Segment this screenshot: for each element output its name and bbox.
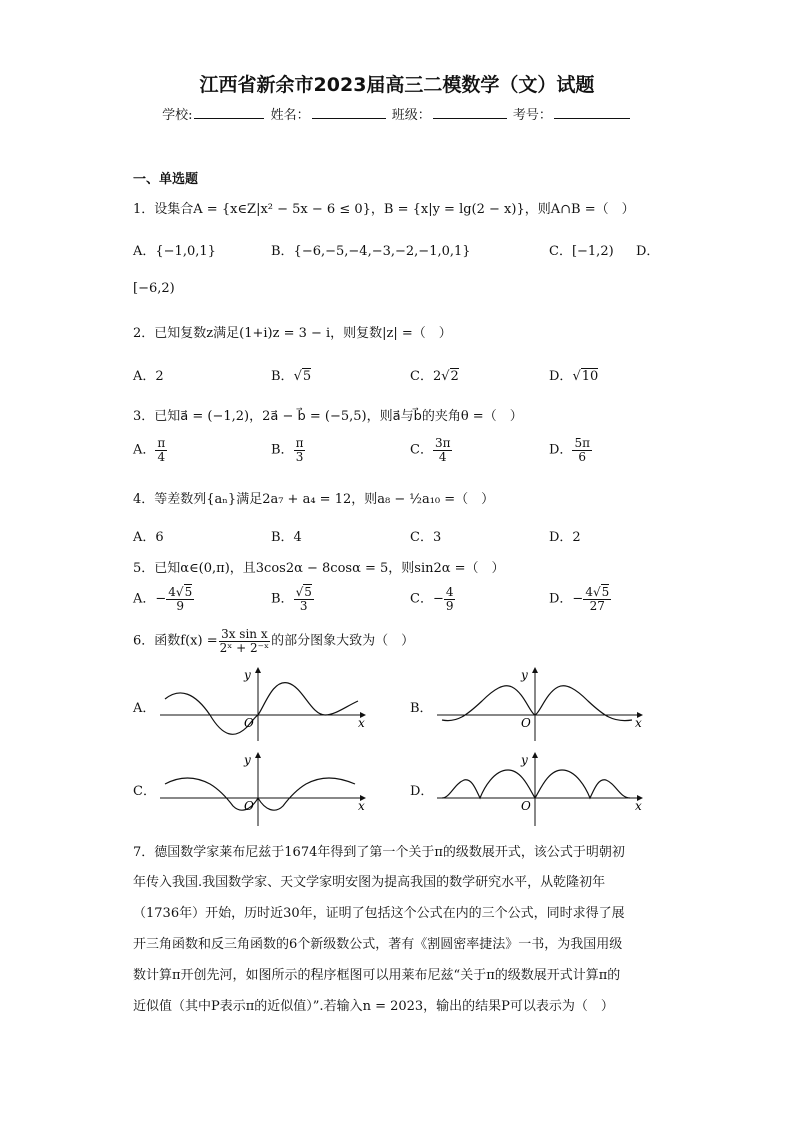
origin-label: O xyxy=(244,799,254,813)
question-7-line-4: 开三角函数和反三角函数的6个新级数公式，著有《割圆密率捷法》一书，为我国用级 xyxy=(133,937,623,952)
q5-option-a: A．− $\frac{4√5}{9}$ xyxy=(133,585,193,613)
number-blank xyxy=(554,118,630,119)
x-label: x xyxy=(358,716,365,730)
q2-option-c: C．2√2 xyxy=(410,369,459,384)
origin-label: O xyxy=(521,716,531,730)
y-axis-arrow xyxy=(255,752,261,758)
q1-option-a: A．{−1,0,1} xyxy=(133,244,216,259)
curve xyxy=(442,770,630,798)
y-label: y xyxy=(244,753,251,767)
y-label: y xyxy=(244,668,251,682)
q6-option-b-label: B． xyxy=(410,701,433,716)
q3-option-d: D． $\frac{5\pi}{6}$ xyxy=(549,436,590,464)
q1-option-d-label: D． xyxy=(636,244,660,259)
q6-graph-a xyxy=(155,665,370,743)
school-blank xyxy=(194,118,264,119)
q1-option-b: B．{−6,−5,−4,−3,−2,−1,0,1} xyxy=(271,244,471,259)
q2-option-b: B．√5 xyxy=(271,369,312,384)
school-label: 学校: xyxy=(162,108,193,123)
q6-graph-b xyxy=(432,665,647,743)
question-7-line-6: 近似值（其中P表示π的近似值）”.若输入n = 2023，输出的结果P可以表示为（ ） xyxy=(133,999,614,1014)
q3-option-b: B． $\frac{\pi}{3}$ xyxy=(271,436,304,464)
question-7-line-5: 数计算π开创先河，如图所示的程序框图可以用莱布尼兹“关于π的级数展开式计算π的 xyxy=(133,968,621,983)
y-axis-arrow xyxy=(532,752,538,758)
question-5-stem: 5．已知α∈(0,π)，且3cos2α − 8cosα = 5，则sin2α =（ ） xyxy=(133,561,505,576)
q4-option-b: B．4 xyxy=(271,530,302,545)
q6-option-c-label: C． xyxy=(133,784,156,799)
origin-label: O xyxy=(521,799,531,813)
x-label: x xyxy=(358,799,365,813)
q5-option-b: B． $\frac{√5}{3}$ xyxy=(271,585,312,613)
question-7-line-3: （1736年）开始，历时近30年，证明了包括这个公式在内的三个公式，同时求得了展 xyxy=(133,906,625,921)
q6-graph-c xyxy=(155,750,370,828)
student-info-line xyxy=(0,104,794,123)
q3-option-c: C． $\frac{3\pi}{4}$ xyxy=(410,436,451,464)
q6-option-d-label: D． xyxy=(410,784,434,799)
question-3-stem: 3．已知a⃗ = (−1,2)，2a⃗ − b⃗ = (−5,5)，则a⃗与b⃗的夹角θ =（ ） xyxy=(133,409,523,424)
y-label: y xyxy=(521,668,528,682)
class-blank xyxy=(433,118,507,119)
question-1-stem: 1．设集合A = {x∈Z|x² − 5x − 6 ≤ 0}，B = {x|y = lg(2 − x)}，则A∩B =（ ） xyxy=(133,202,635,217)
question-2-stem: 2．已知复数z满足(1+i)z = 3 − i，则复数|z| =（ ） xyxy=(133,326,452,341)
class-label: 班级： xyxy=(391,108,431,123)
q5-option-c: C．− $\frac{4}{9}$ xyxy=(410,585,454,613)
y-axis-arrow xyxy=(532,667,538,673)
q4-option-c: C．3 xyxy=(410,530,442,545)
curve xyxy=(165,778,355,810)
q2-option-d: D．√10 xyxy=(549,369,599,384)
question-7-line-1: 7．德国数学家莱布尼兹于1674年得到了第一个关于π的级数展开式，该公式于明朝初 xyxy=(133,845,625,860)
name-blank xyxy=(312,118,386,119)
q5-option-d: D．− $\frac{4√5}{27}$ xyxy=(549,585,610,613)
name-label: 姓名： xyxy=(270,108,310,123)
y-axis-arrow xyxy=(255,667,261,673)
number-label: 考号： xyxy=(512,108,552,123)
q2-option-a: A．2 xyxy=(133,369,164,384)
y-label: y xyxy=(521,753,528,767)
q6-option-a-label: A． xyxy=(133,701,156,716)
question-7-line-2: 年传入我国.我国数学家、天文学家明安图为提高我国的数学研究水平，从乾隆初年 xyxy=(133,875,606,890)
q1-option-c: C．[−1,2) xyxy=(549,244,614,259)
page-title: 江西省新余市2023届高三二模数学（文）试题 xyxy=(199,74,595,96)
q6-graph-d xyxy=(432,750,647,828)
q4-option-d: D．2 xyxy=(549,530,581,545)
curve xyxy=(165,683,358,735)
q3-option-a: A． $\frac{\pi}{4}$ xyxy=(133,436,166,464)
q4-option-a: A．6 xyxy=(133,530,164,545)
question-6-stem: 6．函数f(x) = $\frac{\text{3x sin x}}{\text{2ˣ + 2⁻ˣ}}$ 的部分图象大致为（ ） xyxy=(133,627,415,655)
q1-option-d-value: [−6,2) xyxy=(133,281,175,296)
question-4-stem: 4．等差数列{aₙ}满足2a₇ + a₄ = 12，则a₈ − ½a₁₀ =（ ） xyxy=(133,492,495,507)
x-label: x xyxy=(635,716,642,730)
x-label: x xyxy=(635,799,642,813)
origin-label: O xyxy=(244,716,254,730)
section-heading: 一、单选题 xyxy=(133,172,199,187)
